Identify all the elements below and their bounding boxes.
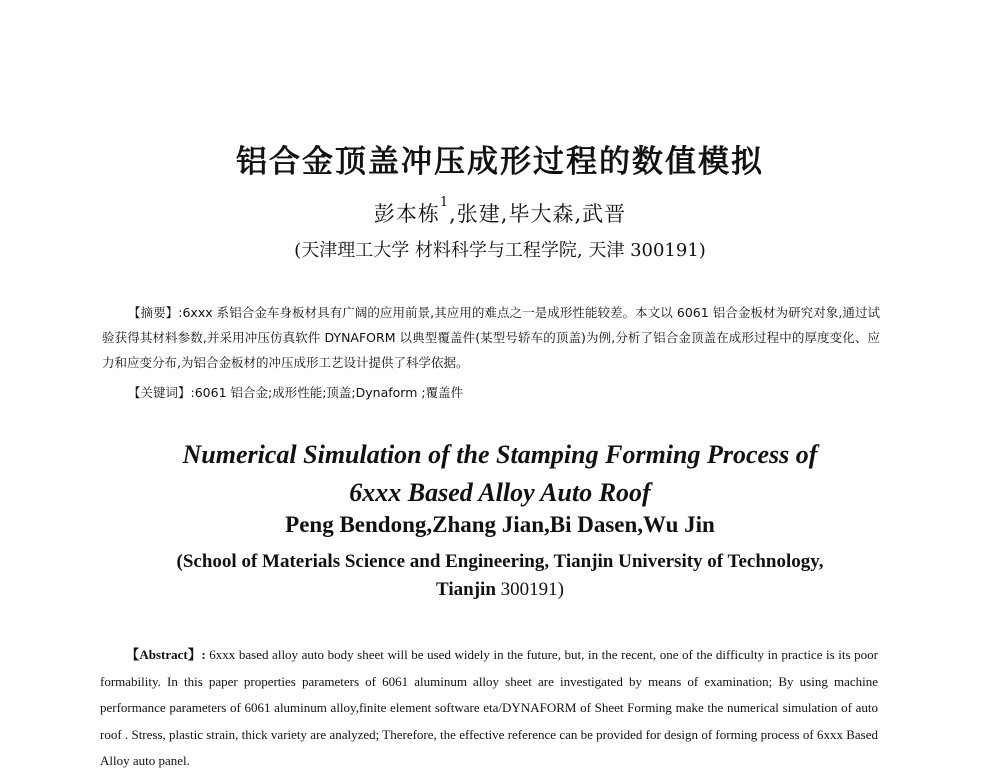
chinese-keywords-label: 【关键词】: bbox=[128, 385, 195, 400]
chinese-abstract-text: 6xxx 系铝合金车身板材具有广阔的应用前景,其应用的难点之一是成形性能较差。本文以 6061 铝合金板材为研究对象,通过试验获得其材料参数,并采用冲压仿真软件 DYNAFORM 以典型覆盖件(某型号轿车的顶盖)为例,分析了铝合金顶盖在成形过程中的厚度变化、应力和应变分布,为铝合金板材的冲压成形工艺设计提供了科学依据。 bbox=[102, 305, 881, 370]
english-affiliation-postcode: 300191) bbox=[500, 579, 564, 600]
english-abstract bbox=[100, 642, 878, 775]
chinese-affiliation: (天津理工大学 材料科学与工程学院, 天津 300191) bbox=[294, 240, 706, 261]
chinese-other-authors: ,张建,毕大森,武晋 bbox=[449, 202, 627, 226]
chinese-title: 铝合金顶盖冲压成形过程的数值模拟 bbox=[236, 144, 764, 180]
english-affiliation-line-2 bbox=[0, 576, 1000, 604]
chinese-abstract-paragraph bbox=[102, 300, 880, 375]
english-title-line-2: 6xxx Based Alloy Auto Roof bbox=[349, 478, 651, 507]
chinese-authors bbox=[0, 195, 1000, 228]
english-title-line-1: Numerical Simulation of the Stamping Forming Process of bbox=[182, 440, 818, 469]
chinese-abstract-label: 【摘要】: bbox=[128, 305, 183, 320]
english-affiliation-city: Tianjin bbox=[436, 579, 496, 600]
chinese-abstract bbox=[102, 300, 880, 375]
chinese-first-author: 彭本栋 bbox=[373, 202, 440, 226]
english-affiliation bbox=[0, 548, 1000, 604]
english-authors: Peng Bendong,Zhang Jian,Bi Dasen,Wu Jin bbox=[285, 512, 715, 537]
chinese-keywords-text: 6061 铝合金;成形性能;顶盖;Dynaform ;覆盖件 bbox=[194, 385, 464, 400]
english-abstract-label: 【Abstract】: bbox=[126, 647, 206, 662]
chinese-keywords bbox=[128, 380, 888, 405]
author-affiliation-mark: 1 bbox=[439, 195, 450, 210]
english-abstract-text: 6xxx based alloy auto body sheet will be used widely in the future, but, in the recent, one of the difficulty in practice is its poor formability. In this paper properties parameters of 6061 aluminum alloy sheet are investigated by means of examination; By using machine performance parameters of 6061 aluminum alloy,finite element software eta/DYNAFORM of Sheet Forming make the numerical simulation of auto roof . Stress, plastic strain, thick variety are analyzed; Therefore, the effective reference can be provided for design of forming process of 6xxx Based Alloy auto panel. bbox=[100, 647, 878, 768]
english-affiliation-line-1: (School of Materials Science and Engineering, Tianjin University of Technology, bbox=[176, 551, 824, 572]
english-title bbox=[0, 436, 1000, 512]
english-abstract-paragraph bbox=[100, 642, 878, 775]
